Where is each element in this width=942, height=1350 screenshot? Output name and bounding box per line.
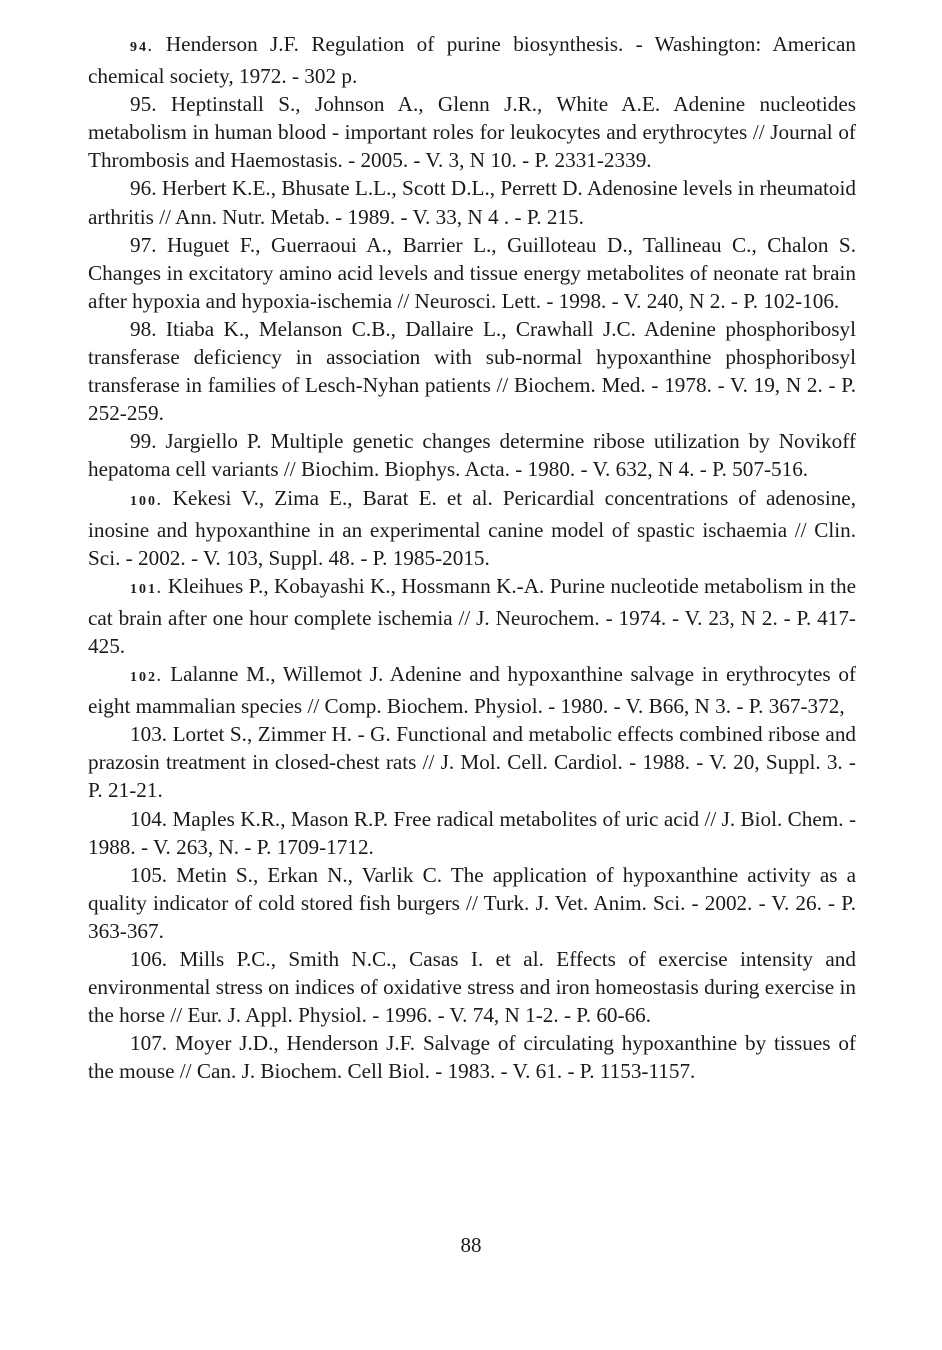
reference-number: 106. xyxy=(130,947,168,971)
reference-item xyxy=(88,1029,856,1085)
reference-number: 94. xyxy=(130,40,154,55)
reference-item xyxy=(88,861,856,945)
reference-list xyxy=(88,30,856,1085)
reference-item xyxy=(88,90,856,174)
reference-item xyxy=(88,231,856,315)
reference-number: 107. xyxy=(130,1031,168,1056)
reference-number: 102. xyxy=(130,670,163,686)
reference-text: Maples K.R., Mason R.P. Free radical metabolites of uric acid // J. Biol. Chem. - 1988. - V. 263, N. - P. 1709-1712. xyxy=(88,806,857,859)
reference-item xyxy=(88,484,856,572)
reference-text: Kleihues P., Kobayashi K., Hossmann K.-A. Purine nucleotide metabolism in the cat brain after one hour complete ischemia // J. Neurochem. - 1974. - V. 23, N 2. - P. 417-425. xyxy=(88,573,857,658)
reference-text: Itiaba K., Melanson C.B., Dallaire L., Crawhall J.C. Adenine phosphoribosyl transferase deficiency in association with sub-normal hypoxanthine phosphoribosyl transferase in families of Lesch-Nyhan patients // Biochem. Med. - 1978. - V. 19, N 2. - P. 252-259. xyxy=(88,316,856,426)
reference-text: Lalanne M., Willemot J. Adenine and hypoxanthine salvage in erythrocytes of eight mammalian species // Comp. Biochem. Physiol. - 1980. - V. B66, N 3. - P. 367-372, xyxy=(88,662,857,719)
reference-text: Mills P.C., Smith N.C., Casas I. et al. Effects of exercise intensity and environmental stress on indices of oxidative stress and iron homeostasis during exercise in the horse // Eur. J. Appl. Physiol. - 1996. - V. 74, N 1-2. - P. 60-66. xyxy=(88,947,856,1028)
reference-item xyxy=(88,427,856,483)
reference-item xyxy=(88,174,856,230)
reference-number: 96. xyxy=(130,176,157,201)
reference-number: 104. xyxy=(130,806,168,831)
reference-item xyxy=(88,805,856,861)
reference-text: Herbert K.E., Bhusate L.L., Scott D.L., Perrett D. Adenosine levels in rheumatoid arthritis // Ann. Nutr. Metab. - 1989. - V. 33, N 4 . - P. 215. xyxy=(88,176,856,229)
reference-text: Kekesi V., Zima E., Barat E. et al. Pericardial concentrations of adenosine, inosine and hypoxanthine in an experimental canine model of spastic ischaemia // Clin. Sci. - 2002. - V. 103, Suppl. 48. - P. 1985-2015. xyxy=(88,485,857,570)
reference-text: Henderson J.F. Regulation of purine biosynthesis. - Washington: American chemical society, 1972. - 302 p. xyxy=(88,32,856,89)
reference-item xyxy=(88,660,856,720)
reference-text: Huguet F., Guerraoui A., Barrier L., Guilloteau D., Tallineau C., Chalon S. Changes in excitatory amino acid levels and tissue energy metabolites of neonate rat brain after hypoxia and hypoxia-ischemia // Neurosci. Lett. - 1998. - V. 240, N 2. - P. 102-106. xyxy=(88,232,857,313)
reference-number: 101. xyxy=(130,581,163,597)
page-number: 88 xyxy=(460,1233,482,1257)
reference-number: 100. xyxy=(130,493,163,509)
reference-item xyxy=(88,572,856,660)
reference-item xyxy=(88,315,856,427)
reference-text: Lortet S., Zimmer H. - G. Functional and metabolic effects combined ribose and prazosin treatment in closed-chest rats // J. Mol. Cell. Cardiol. - 1988. - V. 20, Suppl. 3. - P. 21-21. xyxy=(88,722,857,803)
reference-text: Metin S., Erkan N., Varlik C. The application of hypoxanthine activity as a quality indicator of cold stored fish burgers // Turk. J. Vet. Anim. Sci. - 2002. - V. 26. - P. 363-367. xyxy=(88,862,857,943)
reference-number: 105. xyxy=(130,862,168,887)
reference-number: 95. xyxy=(130,92,157,117)
reference-item xyxy=(88,30,856,90)
reference-number: 99. xyxy=(130,429,157,454)
reference-text: Heptinstall S., Johnson A., Glenn J.R., White A.E. Adenine nucleotides metabolism in human blood - important roles for leukocytes and erythrocytes // Journal of Thrombosis and Haemostasis. - 2005. - V. 3, N 10. - P. 2331-2339. xyxy=(88,92,856,173)
reference-item xyxy=(88,720,856,804)
reference-number: 103. xyxy=(130,722,168,747)
reference-item xyxy=(88,945,856,1029)
reference-text: Jargiello P. Multiple genetic changes determine ribose utilization by Novikoff hepatoma cell variants // Biochim. Biophys. Acta. - 1980. - V. 632, N 4. - P. 507-516. xyxy=(88,429,857,482)
reference-number: 97. xyxy=(130,232,157,257)
reference-text: Moyer J.D., Henderson J.F. Salvage of circulating hypoxanthine by tissues of the mouse // Can. J. Biochem. Cell Biol. - 1983. - V. 61. - P. 1153-1157. xyxy=(88,1031,857,1084)
reference-number: 98. xyxy=(130,316,157,341)
